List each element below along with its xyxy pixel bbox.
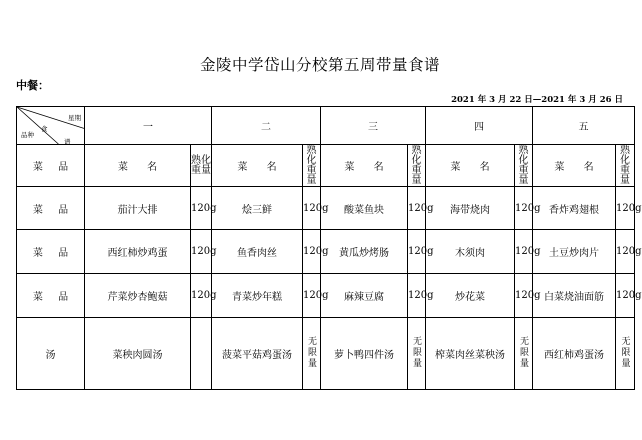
day-header-2: 二 (212, 107, 321, 145)
corner-weekday: 星期 (68, 114, 81, 122)
dish-weight: 120g (616, 187, 635, 230)
dish-weight: 120g (408, 274, 426, 318)
dish-weight: 120g (408, 187, 426, 230)
subheader-weight: 熟化重量 (616, 145, 635, 187)
page-title: 金陵中学岱山分校第五周带量食谱 (199, 56, 440, 74)
table-row (17, 318, 635, 390)
subheader-dish: 菜 名 (212, 145, 303, 187)
dish-name: 土豆炒肉片 (533, 230, 616, 274)
dish-weight: 120g (515, 187, 533, 230)
subheader-dish: 菜 名 (533, 145, 616, 187)
table-row (17, 274, 635, 318)
dish-weight: 120g (515, 230, 533, 274)
dish-name: 芹菜炒杏鲍菇 (85, 274, 191, 318)
day-header-1: 一 (85, 107, 212, 145)
dish-name: 鱼香肉丝 (212, 230, 303, 274)
dish-weight: 120g (191, 187, 212, 230)
dish-name: 榨菜肉丝菜秧汤 (426, 318, 515, 390)
table-row (17, 187, 635, 230)
meal-label: 中餐： (16, 79, 49, 92)
row-category: 菜 品 (17, 187, 85, 230)
dish-weight: 120g (303, 187, 321, 230)
row-category: 汤 (17, 318, 85, 390)
dish-name: 木须肉 (426, 230, 515, 274)
dish-name: 菠菜平菇鸡蛋汤 (212, 318, 303, 390)
corner-menu: 谱 (64, 138, 71, 146)
dish-weight: 120g (303, 274, 321, 318)
dish-weight (191, 318, 212, 390)
dish-name: 萝卜鸭四件汤 (321, 318, 408, 390)
dish-weight-text: 无限量 (306, 335, 316, 369)
dish-weight: 120g (408, 230, 426, 274)
dish-name: 白菜烧油面筋 (533, 274, 616, 318)
dish-name: 西红柿鸡蛋汤 (533, 318, 616, 390)
dish-weight-text: 无限量 (619, 335, 630, 369)
dish-name: 西红柿炒鸡蛋 (85, 230, 191, 274)
subheader-category: 菜 品 (17, 145, 85, 187)
dish-weight-text: 无限量 (411, 335, 421, 369)
dish-weight: 120g (191, 274, 212, 318)
day-header-5: 五 (533, 107, 635, 145)
subheader-dish: 菜 名 (85, 145, 191, 187)
dish-name: 酸菜鱼块 (321, 187, 408, 230)
dish-name: 海带烧肉 (426, 187, 515, 230)
dish-name: 炒花菜 (426, 274, 515, 318)
subheader-weight: 熟化重量 (303, 145, 321, 187)
dish-name: 黄瓜炒烤肠 (321, 230, 408, 274)
dish-weight (515, 318, 533, 390)
dish-weight: 120g (515, 274, 533, 318)
dish-weight (303, 318, 321, 390)
dish-name: 麻辣豆腐 (321, 274, 408, 318)
subheader-dish: 菜 名 (426, 145, 515, 187)
dish-weight: 120g (616, 274, 635, 318)
dish-weight: 120g (616, 230, 635, 274)
corner-food: 食 (41, 125, 48, 133)
dish-name: 茄汁大排 (85, 187, 191, 230)
subheader-weight: 熟化重量 (191, 145, 212, 187)
subheader-dish: 菜 名 (321, 145, 408, 187)
dish-name: 青菜炒年糕 (212, 274, 303, 318)
menu-table (16, 106, 642, 390)
corner-cell (17, 107, 85, 145)
dish-weight-text: 无限量 (518, 335, 528, 369)
row-category: 菜 品 (17, 274, 85, 318)
dish-name: 烩三鲜 (212, 187, 303, 230)
date-range: 2021 年 3 月 22 日—2021 年 3 月 26 日 (451, 95, 623, 105)
dish-name: 香炸鸡翅根 (533, 187, 616, 230)
day-header-4: 四 (426, 107, 533, 145)
day-header-3: 三 (321, 107, 426, 145)
dish-weight: 120g (303, 230, 321, 274)
corner-category: 品种 (21, 131, 34, 139)
dish-name: 菜秧肉圆汤 (85, 318, 191, 390)
table-row (17, 230, 635, 274)
subheader-weight: 熟化重量 (515, 145, 533, 187)
subheader-weight: 熟化重量 (408, 145, 426, 187)
dish-weight: 120g (191, 230, 212, 274)
row-category: 菜 品 (17, 230, 85, 274)
subheader-row (17, 145, 635, 187)
header-row (17, 107, 635, 145)
dish-weight (408, 318, 426, 390)
dish-weight (616, 318, 635, 390)
